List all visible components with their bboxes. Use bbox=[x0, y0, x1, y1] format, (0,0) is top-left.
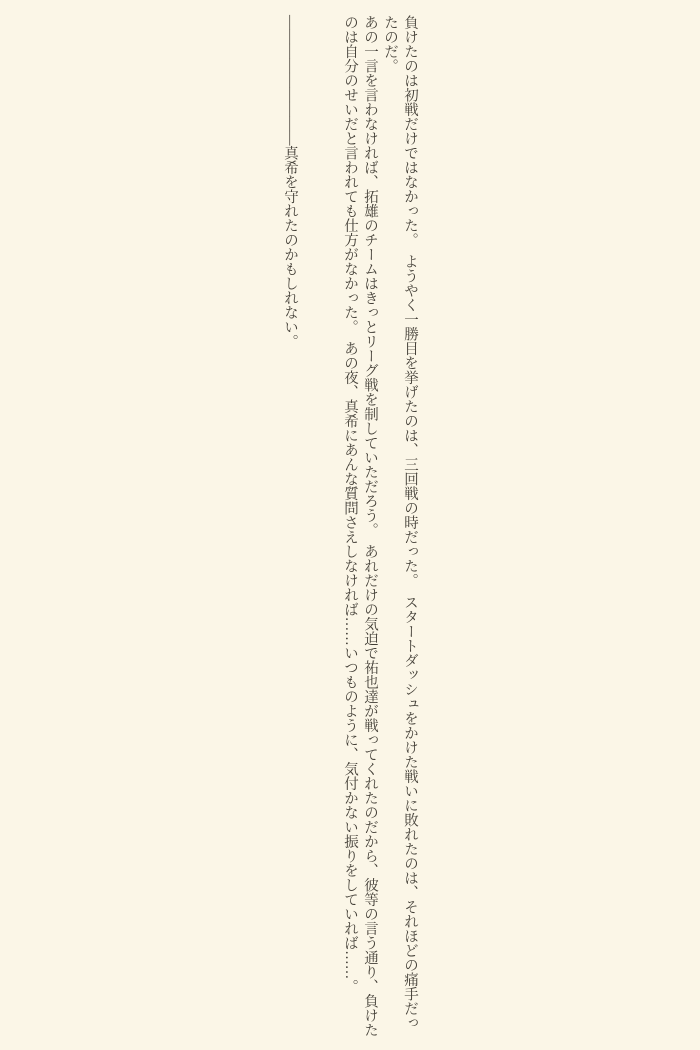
novel-paragraph-2: あの一言を言わなければ、拓雄のチームはきっとリーグ戦を制していただろう。 あれだけの気迫で祐也達が戦ってくれたのだから、彼等の言う通り、負けたのは自分のせいだと言われても仕方がなかった。 あの夜、真希にあんな質問さえしなければ……いつものように、気付かない振りをしていれば……。 bbox=[342, 15, 378, 1038]
novel-page bbox=[280, 0, 420, 1050]
novel-paragraph-3-dash-line: ―――――――――真希を守れたのかもしれない。 bbox=[282, 15, 298, 349]
novel-paragraph-1: 負けたのは初戦だけではなかった。 ようやく一勝目を挙げたのは、三回戦の時だった。 スタートダッシュをかけた戦いに敗れたのは、それほどの痛手だったのだ。 bbox=[382, 15, 418, 1030]
